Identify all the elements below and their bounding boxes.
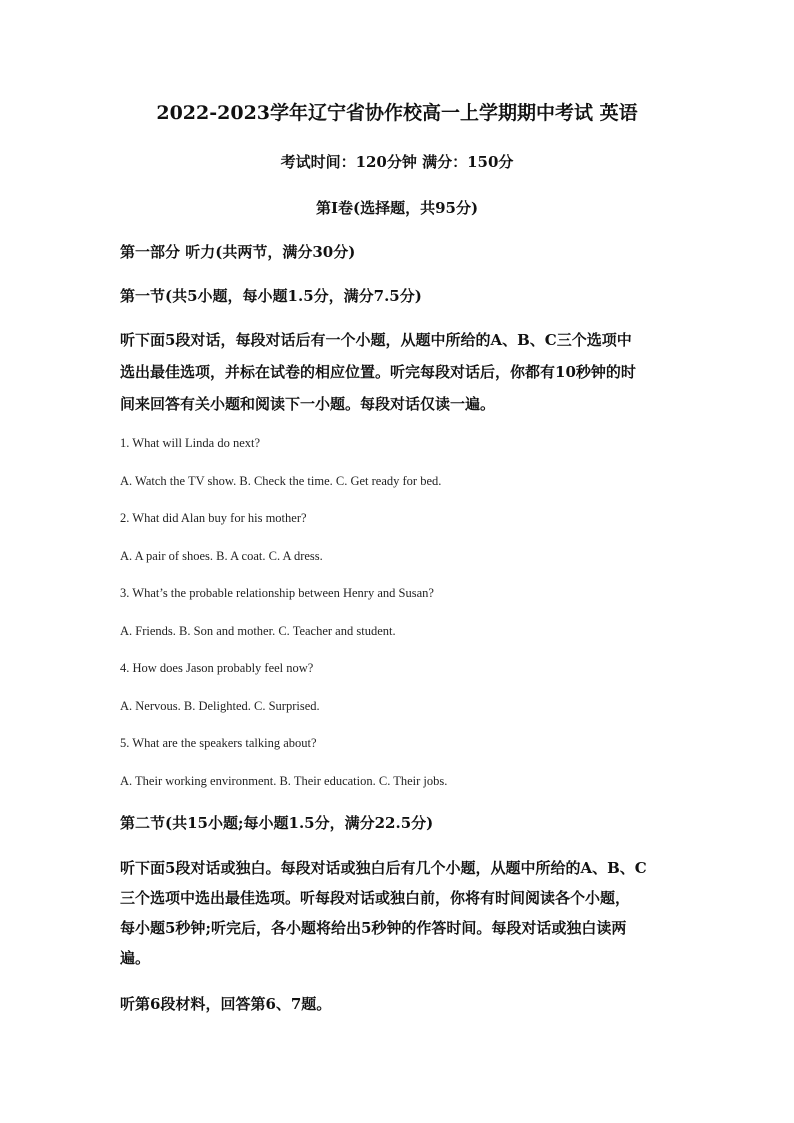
question-1: 1. What will Linda do next? — [120, 436, 261, 450]
section1-heading: 第一节(共5小题，每小题1.5分，满分7.5分) — [120, 287, 422, 305]
question-5: 5. What are the speakers talking about? — [120, 736, 317, 750]
exam-info: 考试时间：120分钟 满分：150分 — [280, 153, 514, 171]
volume-heading: 第Ⅰ卷(选择题，共95分) — [315, 199, 479, 217]
material-heading: 听第6段材料，回答第6、7题。 — [120, 995, 332, 1013]
section1-instruction-line: 选出最佳选项，并标在试卷的相应位置。听完每段对话后，你都有10秒钟的时 — [120, 363, 636, 381]
question-3: 3. What’s the probable relationship between Henry and Susan? — [120, 586, 434, 600]
section2-heading: 第二节(共15小题;每小题1.5分，满分22.5分) — [120, 814, 434, 832]
question-1-options: A. Watch the TV show. B. Check the time. C. Get ready for bed. — [120, 474, 442, 488]
exam-title: 2022-2023学年辽宁省协作校高一上学期期中考试 英语 — [156, 102, 638, 124]
section2-instruction-line: 听下面5段对话或独白。每段对话或独白后有几个小题，从题中所给的A、B、C — [120, 859, 647, 877]
section1-instruction-line: 听下面5段对话，每段对话后有一个小题，从题中所给的A、B、C三个选项中 — [120, 331, 632, 349]
question-4-options: A. Nervous. B. Delighted. C. Surprised. — [120, 699, 320, 713]
question-5-options: A. Their working environment. B. Their education. C. Their jobs. — [120, 774, 448, 788]
section2-instruction-line: 遍。 — [120, 949, 151, 967]
question-4: 4. How does Jason probably feel now? — [120, 661, 314, 675]
section2-instruction-line: 三个选项中选出最佳选项。听每段对话或独白前，你将有时间阅读各个小题， — [120, 889, 631, 907]
question-2-options: A. A pair of shoes. B. A coat. C. A dress. — [120, 549, 323, 563]
question-3-options: A. Friends. B. Son and mother. C. Teacher and student. — [120, 624, 396, 638]
question-2: 2. What did Alan buy for his mother? — [120, 511, 307, 525]
section2-instruction-line: 每小题5秒钟;听完后，各小题将给出5秒钟的作答时间。每段对话或独白读两 — [120, 919, 627, 937]
section1-instruction-line: 间来回答有关小题和阅读下一小题。每段对话仅读一遍。 — [120, 395, 496, 413]
part1-heading: 第一部分 听力(共两节，满分30分) — [120, 243, 356, 261]
